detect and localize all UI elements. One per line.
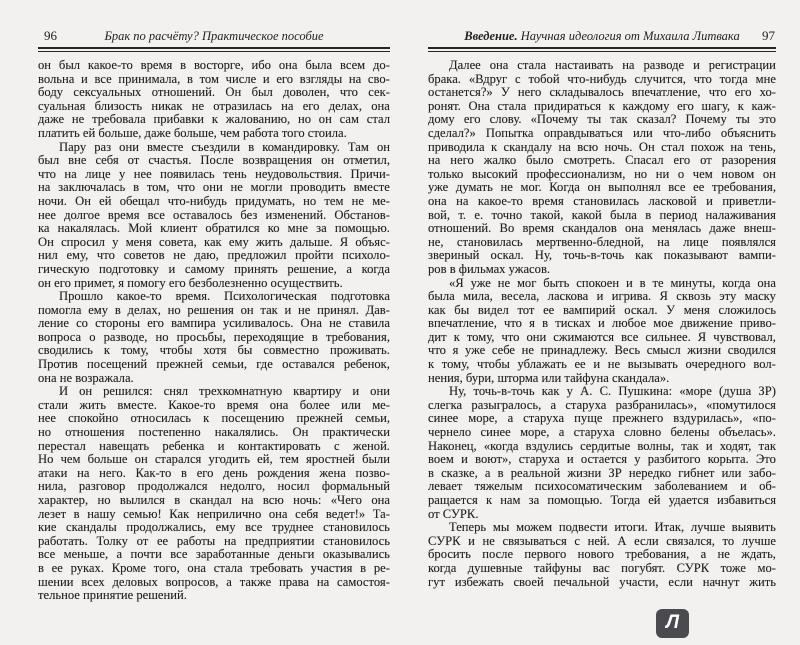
text-line: не, становилась мертвенно-бледной, на лице появлялся xyxy=(428,235,776,249)
text-line: нее спокойно относилась к посещению прежней семьи, xyxy=(38,412,390,426)
text-line: ращается к нам за помощью. Тогда ей удается избавиться xyxy=(428,494,776,507)
text-line: синее море, а старуха пуще прежнего вздурилась», «по- xyxy=(428,412,776,426)
text-line: платить ей больше, даже больше, чем работа того стоила. xyxy=(38,126,347,140)
text-line: в сказке, а в реальной жизни ЗР нередко гибнет или забо- xyxy=(428,466,776,480)
text-line: она не возражала. xyxy=(38,371,134,385)
text-line: И он решился: снял трехкомнатную квартиру и они xyxy=(59,385,390,399)
text-line: был вне себя от счастья. После возвращения он отметил, xyxy=(38,154,390,168)
right-page-text xyxy=(428,59,776,589)
text-line: левает тяжелым психосоматическим заболеванием и об- xyxy=(428,480,776,494)
text-line: Он спросил у меня совета, как ему жить дальше. Я объяс- xyxy=(38,235,390,249)
text-line: когда душевные тайфуны вас погубят. СУРК тоже мо- xyxy=(428,561,776,575)
text-line: он был какое-то время в восторге, ибо она была всем до- xyxy=(38,59,390,72)
text-line: на заключалась в том, что они не могли проводить вместе xyxy=(38,181,390,195)
text-line: Против посещений прежней семьи, где оставался ребенок, xyxy=(38,358,390,372)
left-running-head xyxy=(38,28,390,45)
text-line: Далее она стала настаивать на разводе и регистрации xyxy=(449,59,776,72)
text-line: сводились к тому, чтобы хотя бы совместно проживать. xyxy=(38,344,390,358)
text-line: чернело синее море, а старуха словно белены объелась». xyxy=(428,426,776,440)
text-line: впечатление, что я в тисках и любое мое движение приво- xyxy=(428,317,776,331)
text-line: останется?» У него складывалось впечатление, что его хо- xyxy=(428,86,776,100)
text-line: гическую подготовку и самому принять решение, а когда xyxy=(38,262,390,276)
text-line: даже не требовала прибавки к жалованию, но он сам стал xyxy=(38,113,390,127)
text-line: атаки на него. Как-то в его день рождения жена позво- xyxy=(38,466,390,480)
text-line: на него жалко было смотреть. Спасал его от разорения xyxy=(428,154,776,168)
right-header-title xyxy=(428,28,776,44)
left-header-rule xyxy=(38,47,390,52)
text-line: только высокий профессионализм, но ни о чем новом он xyxy=(428,167,776,181)
text-line: слегка разыгралось, а старуха разбранилась», «помутилося xyxy=(428,398,776,412)
text-line: помогла ему в делах, но решения он так и не принял. Дав- xyxy=(38,303,390,317)
left-page-text xyxy=(38,59,390,603)
left-page-number: 96 xyxy=(44,28,57,43)
text-line: что я уже себе не принадлежу. Весь смысл жизни сводился xyxy=(428,344,776,358)
text-line: Ну, точь-в-точь как у А. С. Пушкина: «море (душа ЗР) xyxy=(449,385,776,399)
text-line: шении всех деловых вопросов, а также права на самостоя- xyxy=(38,575,390,589)
right-header-rule xyxy=(428,47,776,52)
text-line: в ее руках. Кроме того, она стала требовать участия в ре- xyxy=(38,561,390,575)
text-line: кие скандалы продолжались, ему все труднее становилось xyxy=(38,521,390,535)
text-line: он его примет, я помогу его безболезненно осуществить. xyxy=(38,276,343,290)
text-line: ров в фильмах ужасов. xyxy=(428,262,551,276)
text-line: суальная близость никак не отразилась на его делах, она xyxy=(38,99,390,113)
right-header-subtitle: Научная идеология от Михаила Литвака xyxy=(517,29,740,43)
text-line: нила, разговор продолжался недолго, носил формальный xyxy=(38,480,390,494)
text-line: дому его слову. «Почему ты так сказал? Почему ты это xyxy=(428,113,776,127)
text-line: сделал?» Попытка оправдываться или что-либо объяснить xyxy=(428,126,776,140)
text-line: от СУРК. xyxy=(428,507,479,521)
text-line: как бы видел тот ее вампирий оскал. У меня сложилось xyxy=(428,303,776,317)
text-line: Прошло какое-то время. Психологическая подготовка xyxy=(59,290,390,304)
text-line: характер, но вылился в скандал на всю ночь: «Чего она xyxy=(38,494,390,507)
text-line: но отношения постепенно накалялись. Он практически xyxy=(38,426,390,440)
text-line: уже думать не мог. Когда он выполнял все ее требования, xyxy=(428,181,776,195)
right-page-number: 97 xyxy=(762,28,775,43)
text-line: вопроса о разводе, но просьбы, переходящие в требования, xyxy=(38,330,390,344)
text-line: ронят. Она стала придираться к каждому его шагу, к каж- xyxy=(428,99,776,113)
text-line: нил ему, что советов не даю, предложил пройти психоло- xyxy=(38,249,390,263)
text-line: нее долгое время все оставалось без изменений. Обстанов- xyxy=(38,208,390,222)
text-line: стали жить вместе. Какое-то время она более или ме- xyxy=(38,398,390,412)
text-line: тельное принятие решений. xyxy=(38,589,187,603)
right-running-head xyxy=(428,28,776,45)
left-header-title: Брак по расчёту? Практическое пособие xyxy=(104,29,324,43)
text-line: вольна и все принимала, в том числе и его взгляды на сво- xyxy=(38,72,390,86)
text-line: бросить после первого нового требования, а не ждать, xyxy=(428,548,776,562)
text-line: дит к тому, что они сжимаются все сильнее. Я чувствовал, xyxy=(428,330,776,344)
text-line: все меньше, а почти все заработанные деньги оказывались xyxy=(38,548,390,562)
text-line: работать. Толку от ее работы на предприятии становилось xyxy=(38,534,390,548)
text-line: Но чем больше он старался угодить ей, тем яростней были xyxy=(38,453,390,467)
text-line: звериный оскал. Ну, точь-в-точь как показывают вампи- xyxy=(428,249,776,263)
text-line: «Я уже не мог быть спокоен и в те минуты, когда она xyxy=(449,276,776,290)
text-line: гут избежать своей печальной участи, если начнут жить xyxy=(428,575,776,589)
text-line: что на лице у нее появилась тень неудовольствия. Причи- xyxy=(38,167,390,181)
labirint-logo-icon: Л xyxy=(656,609,689,638)
text-line: к тому, чтобы ублажать ее и не вызывать очередного вол- xyxy=(428,358,776,372)
right-header-chapter: Введение. xyxy=(464,29,518,43)
text-line: боду сексуальных отношений. Он был доволен, что сек- xyxy=(38,86,390,100)
text-line: ка накалялась. Мой клиент обратился ко мне за помощью. xyxy=(38,222,390,236)
text-line: ночи. Он ей обещал что-нибудь придумать, но тем не ме- xyxy=(38,194,390,208)
text-line: Теперь мы можем подвести итоги. Итак, лучше выявить xyxy=(449,521,776,535)
text-line: воем и воют», старуха и остается у разбитого корыта. Это xyxy=(428,453,776,467)
text-line: она на какое-то время становилась ласковой и приветли- xyxy=(428,194,776,208)
text-line: нения, бури, шторма или тайфуна скандала». xyxy=(428,371,670,385)
text-line: была мила, весела, ласкова и игрива. Я сквозь эту маску xyxy=(428,290,776,304)
text-line: Пару раз они вместе съездили в командировку. Там он xyxy=(59,140,390,154)
text-line: лезет в нашу семью! Как неприлично она себя ведет!» Та- xyxy=(38,507,390,521)
text-line: вой, т. е. точно такой, какой была в период налаживания xyxy=(428,208,776,222)
text-line: СУРК и не связываться с ней. А если связался, то лучше xyxy=(428,534,776,548)
text-line: брака. «Вдруг с тобой что-нибудь случится, что тогда мне xyxy=(428,72,776,86)
text-line: перестал навещать ребенка и контактировать с женой. xyxy=(38,439,390,453)
text-line: ление со стороны его вампира усиливалось. Она не ставила xyxy=(38,317,390,331)
text-line: отношений. Во время скандалов она менялась даже внеш- xyxy=(428,222,776,236)
right-page xyxy=(428,28,776,589)
text-line: приводила к скандалу на всю ночь. Он стал похож на тень, xyxy=(428,140,776,154)
text-line: Наконец, «когда вздулись сердитые волны, так и ходят, так xyxy=(428,439,776,453)
left-page xyxy=(38,28,390,603)
